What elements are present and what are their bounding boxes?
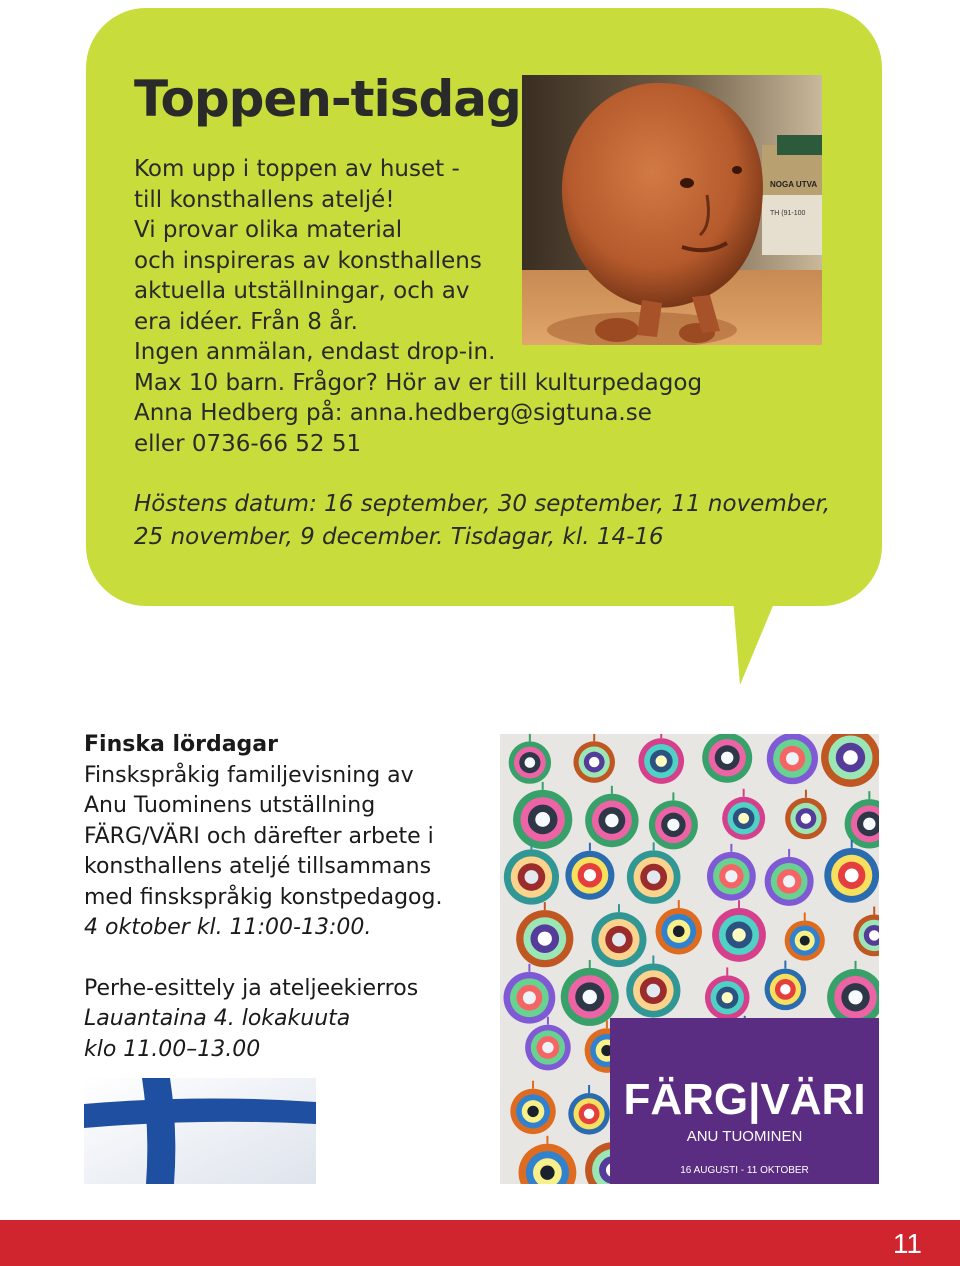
page-footer-bar <box>0 1220 960 1266</box>
autumn-dates <box>134 488 834 554</box>
farg-vari-poster <box>500 734 879 1184</box>
finska-line: FÄRG/VÄRI och därefter arbete i <box>84 823 434 849</box>
intro-line: Ingen anmälan, endast drop-in. <box>134 339 496 365</box>
intro-line: och inspireras av konsthallens <box>134 247 482 274</box>
finnish-flag-image <box>84 1078 316 1184</box>
finnish-heading: Perhe-esittely ja ateljeekierros <box>84 975 419 1001</box>
intro-line-email[interactable]: Anna Hedberg på: anna.hedberg@sigtuna.se <box>134 400 652 426</box>
photo-box-label-2: TH (91-100 <box>770 210 806 217</box>
dates-line: Höstens datum: 16 september, 30 september, 11 november, <box>134 491 831 517</box>
intro-line: aktuella utställningar, och av <box>134 278 470 304</box>
finska-line: med finskspråkig konstpedagog. <box>84 884 443 910</box>
page-number: 11 <box>892 1228 922 1259</box>
poster-date: 16 AUGUSTI - 11 OKTOBER <box>680 1165 809 1176</box>
finska-lordagar <box>84 730 484 1065</box>
intro-line: Kom upp i toppen av huset - <box>134 156 460 182</box>
section-title: Toppen-tisdag <box>134 70 521 128</box>
poster-title: FÄRG|VÄRI <box>623 1075 866 1124</box>
finska-line: Anu Tuominens utställning <box>84 793 376 818</box>
finnish-line: klo 11.00–13.00 <box>84 1036 261 1062</box>
dates-line: 25 november, 9 december. Tisdagar, kl. 14-16 <box>134 524 664 550</box>
poster-title-band <box>610 1018 879 1184</box>
intro-line: Vi provar olika material <box>134 217 403 243</box>
finnish-line: Lauantaina 4. lokakuuta <box>84 1006 351 1031</box>
intro-line: era idéer. Från 8 år. <box>134 308 358 335</box>
intro-line: Max 10 barn. Frågor? Hör av er till kulturpedagog <box>134 369 703 396</box>
clay-head-photo <box>522 75 822 345</box>
finska-line: Finskspråkig familjevisning av <box>84 762 414 788</box>
intro-line: till konsthallens ateljé! <box>134 186 395 213</box>
poster-artist: ANU TUOMINEN <box>686 1128 803 1145</box>
finska-line: konsthallens ateljé tillsammans <box>84 854 432 879</box>
photo-box-label: NOGA UTVA <box>770 180 818 189</box>
finska-heading: Finska lördagar <box>84 732 279 757</box>
intro-line-phone: eller 0736-66 52 51 <box>134 430 362 457</box>
finska-time: 4 oktober kl. 11:00-13:00. <box>84 915 372 940</box>
